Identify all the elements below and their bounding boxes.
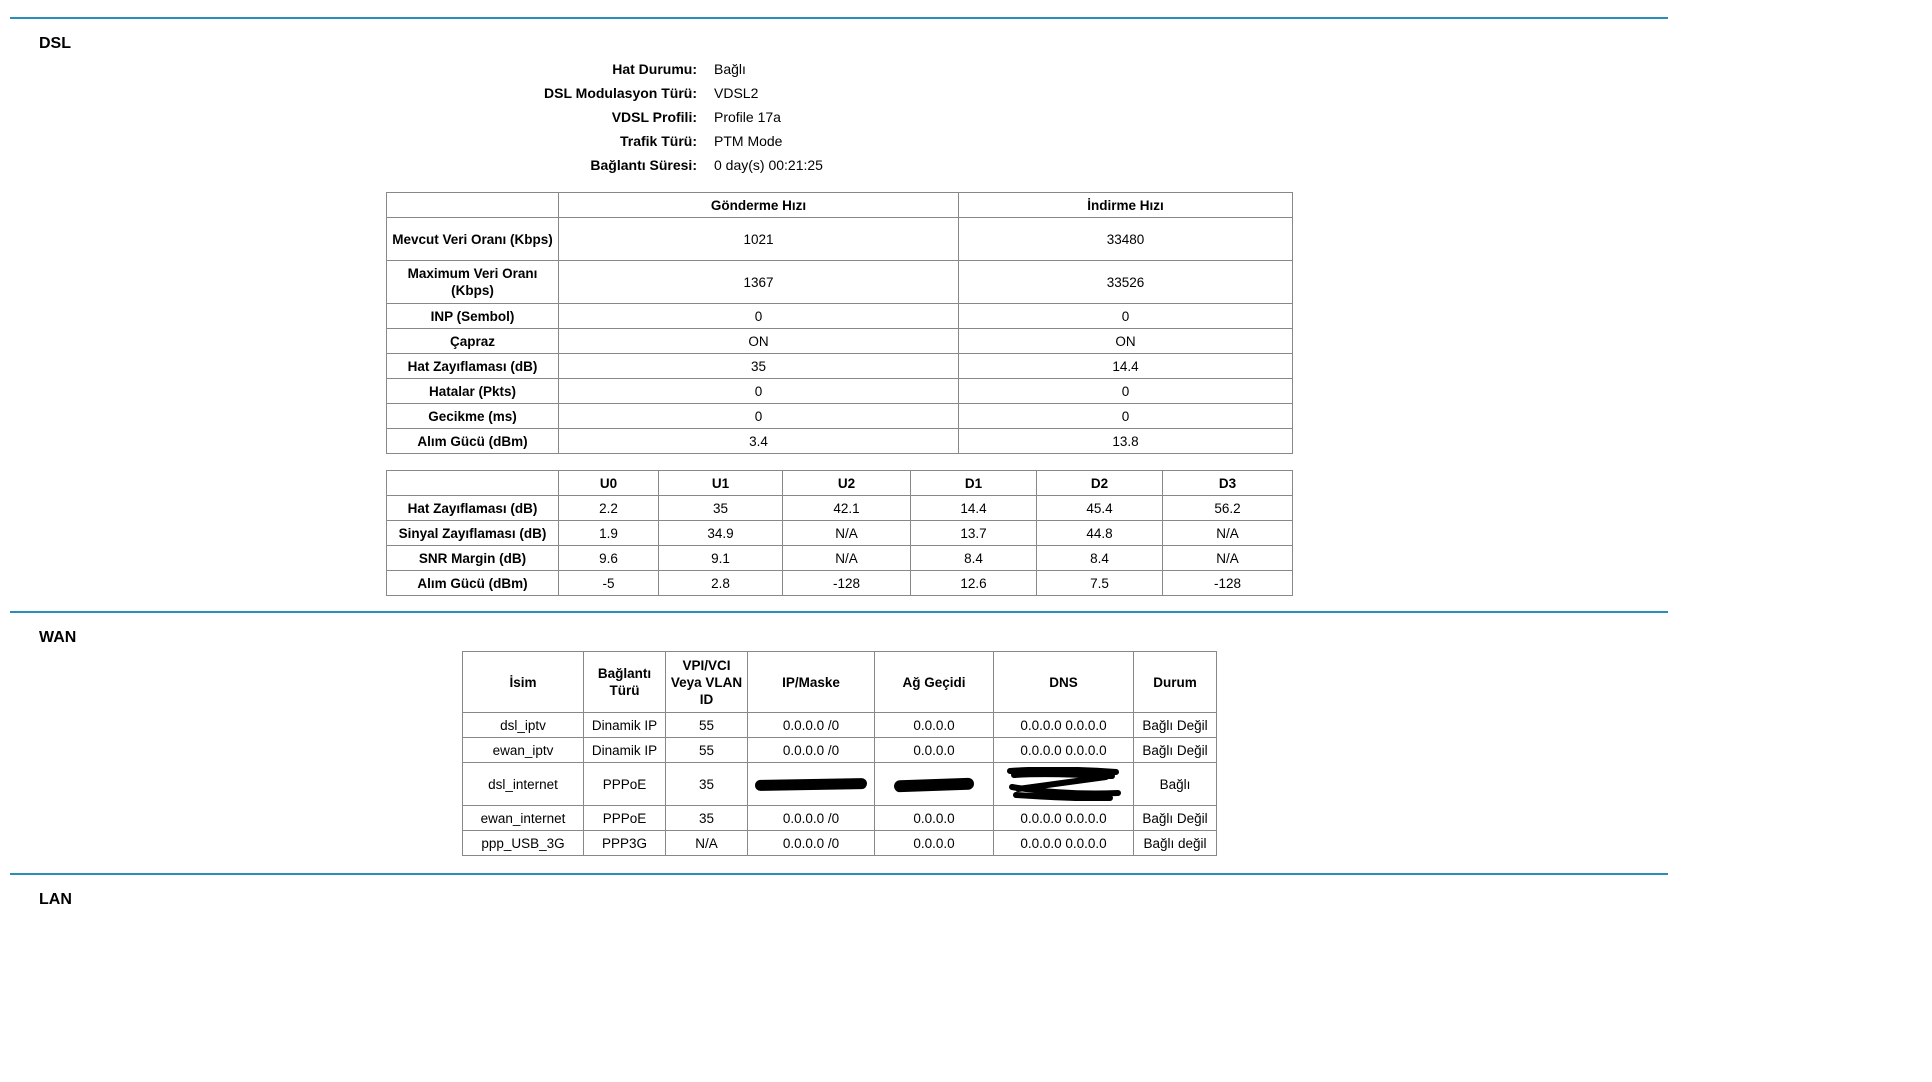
table-row: [387, 354, 1293, 379]
table-cell: N/A: [783, 521, 911, 546]
wan-ip: 0.0.0.0 /0: [748, 738, 875, 763]
row-label: Alım Gücü (dBm): [387, 571, 559, 596]
wan-dns-redacted: [994, 763, 1134, 806]
table-cell: N/A: [1163, 521, 1293, 546]
dsl-info-value: 0 day(s) 00:21:25: [714, 157, 823, 173]
table-row: [387, 521, 1293, 546]
dsl-info-label: Bağlantı Süresi:: [590, 157, 697, 173]
upload-value: 3.4: [559, 429, 959, 454]
table-header: DNS: [994, 652, 1134, 713]
wan-name: ewan_iptv: [463, 738, 584, 763]
table-header: Bağlantı Türü: [584, 652, 666, 713]
table-header: Ağ Geçidi: [875, 652, 994, 713]
wan-gateway: 0.0.0.0: [875, 713, 994, 738]
table-row: [463, 831, 1217, 856]
table-cell: 9.1: [659, 546, 783, 571]
table-cell: 2.8: [659, 571, 783, 596]
table-cell: 14.4: [911, 496, 1037, 521]
table-row: [463, 713, 1217, 738]
table-row: [387, 304, 1293, 329]
wan-status: Bağlı Değil: [1134, 738, 1217, 763]
download-value: ON: [959, 329, 1293, 354]
section-title-dsl: DSL: [39, 35, 71, 52]
table-cell: N/A: [1163, 546, 1293, 571]
dsl-info-row: [0, 82, 1932, 104]
section-title-wan: WAN: [39, 629, 77, 646]
table-row: [387, 404, 1293, 429]
wan-status: Bağlı: [1134, 763, 1217, 806]
redaction-mark: [894, 778, 974, 793]
section-title-lan: LAN: [39, 891, 72, 908]
wan-status: Bağlı Değil: [1134, 806, 1217, 831]
row-label: Sinyal Zayıflaması (dB): [387, 521, 559, 546]
table-header: İndirme Hızı: [959, 193, 1293, 218]
wan-dns: 0.0.0.0 0.0.0.0: [994, 831, 1134, 856]
table-header: VPI/VCI Veya VLAN ID: [666, 652, 748, 713]
download-value: 33526: [959, 261, 1293, 304]
table-cell: 13.7: [911, 521, 1037, 546]
table-row: [387, 429, 1293, 454]
table-cell: 8.4: [911, 546, 1037, 571]
dsl-info-row: [0, 58, 1932, 80]
dsl-info-value: VDSL2: [714, 85, 759, 101]
row-label: Mevcut Veri Oranı (Kbps): [387, 218, 559, 261]
table-row: [387, 546, 1293, 571]
wan-gateway: 0.0.0.0: [875, 738, 994, 763]
wan-dns: 0.0.0.0 0.0.0.0: [994, 738, 1134, 763]
table-cell: 7.5: [1037, 571, 1163, 596]
dsl-info-label: Trafik Türü:: [619, 133, 697, 149]
row-label: Alım Gücü (dBm): [387, 429, 559, 454]
table-cell: 2.2: [559, 496, 659, 521]
table-header: [387, 471, 559, 496]
table-header: Gönderme Hızı: [559, 193, 959, 218]
table-cell: 44.8: [1037, 521, 1163, 546]
upload-value: 0: [559, 404, 959, 429]
row-label: Hatalar (Pkts): [387, 379, 559, 404]
wan-dns: 0.0.0.0 0.0.0.0: [994, 713, 1134, 738]
row-label: SNR Margin (dB): [387, 546, 559, 571]
row-label: INP (Sembol): [387, 304, 559, 329]
wan-ip-redacted: [748, 763, 875, 806]
dsl-info-value: PTM Mode: [714, 133, 783, 149]
table-cell: 1.9: [559, 521, 659, 546]
wan-name: dsl_internet: [463, 763, 584, 806]
table-header: Durum: [1134, 652, 1217, 713]
table-header: U2: [783, 471, 911, 496]
table-cell: -5: [559, 571, 659, 596]
row-label: Gecikme (ms): [387, 404, 559, 429]
table-header: U0: [559, 471, 659, 496]
table-row: [387, 329, 1293, 354]
table-row: [463, 763, 1217, 806]
table-header-row: [387, 193, 1293, 218]
dsl-info-label: Hat Durumu:: [612, 61, 697, 77]
table-cell: N/A: [783, 546, 911, 571]
wan-name: dsl_iptv: [463, 713, 584, 738]
dsl-info-label: VDSL Profili:: [611, 109, 697, 125]
table-cell: 45.4: [1037, 496, 1163, 521]
table-header: D2: [1037, 471, 1163, 496]
row-label: Hat Zayıflaması (dB): [387, 496, 559, 521]
wan-gateway: 0.0.0.0: [875, 831, 994, 856]
wan-type: Dinamik IP: [584, 713, 666, 738]
dsl-info-row: [0, 154, 1932, 176]
wan-vlan: 55: [666, 713, 748, 738]
upload-value: 0: [559, 379, 959, 404]
wan-ip: 0.0.0.0 /0: [748, 806, 875, 831]
table-row: [463, 806, 1217, 831]
wan-vlan: N/A: [666, 831, 748, 856]
dsl-info-value: Profile 17a: [714, 109, 781, 125]
table-cell: 56.2: [1163, 496, 1293, 521]
wan-name: ewan_internet: [463, 806, 584, 831]
dsl-band-table: [386, 470, 1293, 596]
section-divider: [10, 611, 1668, 613]
redaction-mark: [755, 778, 867, 791]
table-header-row: [387, 471, 1293, 496]
download-value: 0: [959, 304, 1293, 329]
table-header-row: [463, 652, 1217, 713]
table-row: [387, 571, 1293, 596]
table-row: [387, 496, 1293, 521]
dsl-rate-table: [386, 192, 1293, 454]
wan-type: PPPoE: [584, 806, 666, 831]
dsl-info-label: DSL Modulasyon Türü:: [544, 85, 697, 101]
table-header: IP/Maske: [748, 652, 875, 713]
wan-gateway: 0.0.0.0: [875, 806, 994, 831]
wan-vlan: 55: [666, 738, 748, 763]
table-header: İsim: [463, 652, 584, 713]
table-cell: 9.6: [559, 546, 659, 571]
upload-value: 1021: [559, 218, 959, 261]
wan-type: Dinamik IP: [584, 738, 666, 763]
table-cell: 35: [659, 496, 783, 521]
wan-vlan: 35: [666, 763, 748, 806]
table-row: [387, 379, 1293, 404]
download-value: 33480: [959, 218, 1293, 261]
upload-value: 0: [559, 304, 959, 329]
table-row: [387, 261, 1293, 304]
wan-name: ppp_USB_3G: [463, 831, 584, 856]
section-divider: [10, 873, 1668, 875]
dsl-info-value: Bağlı: [714, 61, 746, 77]
wan-connections-table: [462, 651, 1217, 856]
dsl-info-row: [0, 130, 1932, 152]
table-row: [387, 218, 1293, 261]
download-value: 0: [959, 379, 1293, 404]
table-cell: 8.4: [1037, 546, 1163, 571]
table-cell: 42.1: [783, 496, 911, 521]
row-label: Maximum Veri Oranı (Kbps): [387, 261, 559, 304]
redaction-scribble: [1006, 767, 1122, 801]
wan-type: PPP3G: [584, 831, 666, 856]
dsl-info-row: [0, 106, 1932, 128]
download-value: 13.8: [959, 429, 1293, 454]
upload-value: 35: [559, 354, 959, 379]
upload-value: 1367: [559, 261, 959, 304]
upload-value: ON: [559, 329, 959, 354]
download-value: 14.4: [959, 354, 1293, 379]
table-cell: 34.9: [659, 521, 783, 546]
row-label: Hat Zayıflaması (dB): [387, 354, 559, 379]
wan-vlan: 35: [666, 806, 748, 831]
wan-status: Bağlı Değil: [1134, 713, 1217, 738]
table-header: D3: [1163, 471, 1293, 496]
wan-type: PPPoE: [584, 763, 666, 806]
table-header: U1: [659, 471, 783, 496]
wan-gateway-redacted: [875, 763, 994, 806]
table-header: [387, 193, 559, 218]
table-row: [463, 738, 1217, 763]
table-cell: -128: [783, 571, 911, 596]
wan-dns: 0.0.0.0 0.0.0.0: [994, 806, 1134, 831]
wan-status: Bağlı değil: [1134, 831, 1217, 856]
wan-ip: 0.0.0.0 /0: [748, 713, 875, 738]
row-label: Çapraz: [387, 329, 559, 354]
section-divider: [10, 17, 1668, 19]
table-cell: -128: [1163, 571, 1293, 596]
table-cell: 12.6: [911, 571, 1037, 596]
table-header: D1: [911, 471, 1037, 496]
wan-ip: 0.0.0.0 /0: [748, 831, 875, 856]
download-value: 0: [959, 404, 1293, 429]
